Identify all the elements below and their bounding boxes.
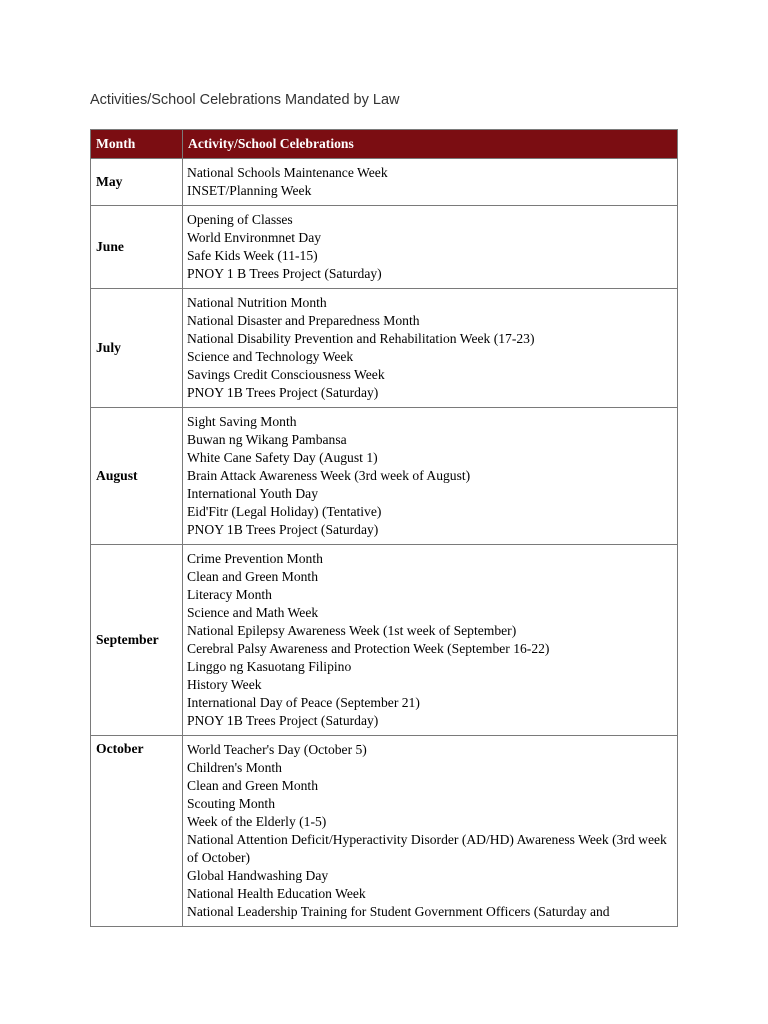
- activity-item: World Teacher's Day (October 5): [187, 742, 367, 757]
- activity-item: National Nutrition Month: [187, 295, 327, 310]
- activity-item: National Epilepsy Awareness Week (1st week of September): [187, 623, 517, 638]
- table-row: [91, 408, 678, 545]
- activity-item: Crime Prevention Month: [187, 551, 323, 566]
- celebrations-table: [90, 129, 678, 927]
- month-cell: September: [91, 545, 183, 736]
- activity-item: Savings Credit Consciousness Week: [187, 367, 385, 382]
- activity-item: Children's Month: [187, 760, 282, 775]
- month-cell: August: [91, 408, 183, 545]
- activities-cell: [183, 736, 678, 927]
- activity-item: Week of the Elderly (1-5): [187, 814, 327, 829]
- table-row: [91, 206, 678, 289]
- activity-item: Buwan ng Wikang Pambansa: [187, 432, 347, 447]
- activity-item: National Disability Prevention and Rehabilitation Week (17-23): [187, 331, 535, 346]
- activity-item: Sight Saving Month: [187, 414, 297, 429]
- activity-item: White Cane Safety Day (August 1): [187, 450, 378, 465]
- activity-item: History Week: [187, 677, 262, 692]
- month-cell: July: [91, 289, 183, 408]
- activity-item: PNOY 1 B Trees Project (Saturday): [187, 266, 382, 281]
- activity-item: Brain Attack Awareness Week (3rd week of August): [187, 468, 471, 483]
- page-title: Activities/School Celebrations Mandated by Law: [90, 92, 400, 108]
- activity-item: Science and Technology Week: [187, 349, 354, 364]
- activity-item: National Leadership Training for Student Government Officers (Saturday and: [187, 904, 610, 919]
- activity-item: National Attention Deficit/Hyperactivity Disorder (AD/HD) Awareness Week (3rd week of October): [187, 832, 667, 865]
- month-cell: October: [91, 736, 183, 927]
- activity-item: Clean and Green Month: [187, 778, 318, 793]
- activity-item: Eid'Fitr (Legal Holiday) (Tentative): [187, 504, 382, 519]
- month-cell: May: [91, 159, 183, 206]
- table-row: [91, 545, 678, 736]
- activity-item: Opening of Classes: [187, 212, 293, 227]
- activity-item: National Health Education Week: [187, 886, 366, 901]
- activity-item: Science and Math Week: [187, 605, 319, 620]
- activities-cell: [183, 159, 678, 206]
- activity-item: PNOY 1B Trees Project (Saturday): [187, 522, 379, 537]
- activities-cell: [183, 289, 678, 408]
- activity-item: Safe Kids Week (11-15): [187, 248, 318, 263]
- activity-item: World Environmnet Day: [187, 230, 322, 245]
- activity-item: Literacy Month: [187, 587, 272, 602]
- activity-item: National Disaster and Preparedness Month: [187, 313, 420, 328]
- activity-item: International Day of Peace (September 21): [187, 695, 420, 710]
- table-row: [91, 289, 678, 408]
- table-row: [91, 736, 678, 927]
- activities-cell: [183, 206, 678, 289]
- activity-item: PNOY 1B Trees Project (Saturday): [187, 713, 379, 728]
- header-activities: Activity/School Celebrations: [183, 130, 678, 159]
- activity-item: PNOY 1B Trees Project (Saturday): [187, 385, 379, 400]
- activity-item: Clean and Green Month: [187, 569, 318, 584]
- activity-item: National Schools Maintenance Week: [187, 165, 388, 180]
- activity-item: Linggo ng Kasuotang Filipino: [187, 659, 352, 674]
- activity-item: Scouting Month: [187, 796, 275, 811]
- activity-item: Global Handwashing Day: [187, 868, 329, 883]
- activities-cell: [183, 408, 678, 545]
- table-row: [91, 159, 678, 206]
- activity-item: International Youth Day: [187, 486, 319, 501]
- activities-cell: [183, 545, 678, 736]
- activity-item: INSET/Planning Week: [187, 183, 312, 198]
- table-header-row: [91, 130, 678, 159]
- month-cell: June: [91, 206, 183, 289]
- header-month: Month: [91, 130, 183, 159]
- activity-item: Cerebral Palsy Awareness and Protection Week (September 16-22): [187, 641, 550, 656]
